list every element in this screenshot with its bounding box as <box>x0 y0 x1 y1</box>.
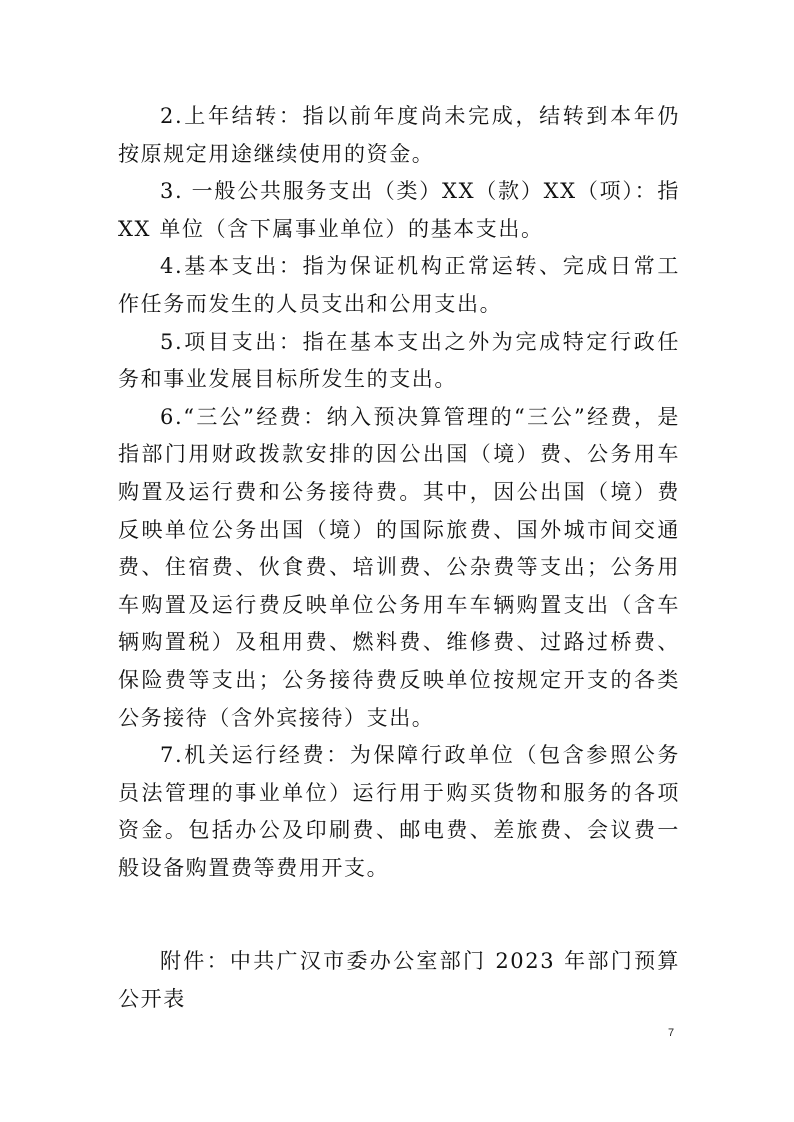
attachment-note: 附件：中共广汉市委办公室部门 2023 年部门预算公开表 <box>118 949 680 1012</box>
definition-paragraph-3: 3. 一般公共服务支出（类）XX（款）XX（项）：指XX 单位（含下属事业单位）的基本支出。 <box>118 179 680 241</box>
page-number: 7 <box>668 1027 675 1039</box>
document-body <box>118 98 680 1019</box>
definition-paragraph-2: 2.上年结转：指以前年度尚未完成，结转到本年仍按原规定用途继续使用的资金。 <box>118 104 680 166</box>
definition-paragraph-5: 5.项目支出：指在基本支出之外为完成特定行政任务和事业发展目标所发生的支出。 <box>118 329 680 392</box>
definition-paragraph-6: 6.“三公”经费：纳入预决算管理的“三公”经费，是指部门用财政拨款安排的因公出国（境）费、公务用车购置及运行费和公务接待费。其中，因公出国（境）费反映单位公务出国（境）的国际旅费、国外城市间交通费、住宿费、伙食费、培训费、公杂费等支出；公务用车购置及运行费反映单位公务用车车辆购置支出（含车辆购置税）及租用费、燃料费、维修费、过路过桥费、保险费等支出；公务接待费反映单位按规定开支的各类公务接待（含外宾接待）支出。 <box>118 404 680 730</box>
definition-paragraph-7: 7.机关运行经费：为保障行政单位（包含参照公务员法管理的事业单位）运行用于购买货物和服务的各项资金。包括办公及印刷费、邮电费、差旅费、会议费一般设备购置费等费用开支。 <box>118 743 680 880</box>
definition-paragraph-4: 4.基本支出：指为保证机构正常运转、完成日常工作任务而发生的人员支出和公用支出。 <box>118 254 680 316</box>
